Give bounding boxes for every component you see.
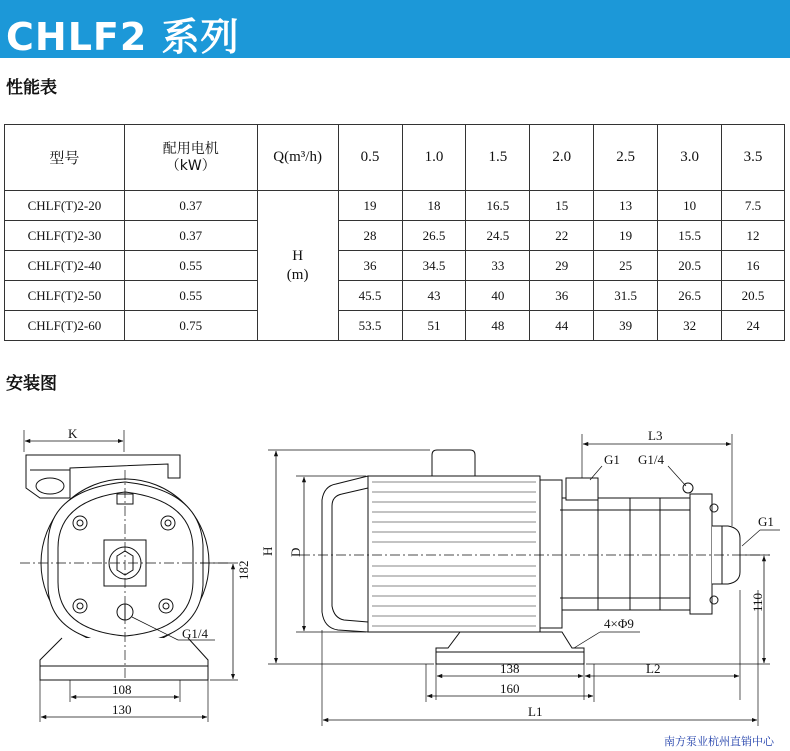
- head-value-cell: 36: [338, 251, 402, 281]
- dim-108-label: 108: [112, 682, 132, 697]
- head-value-cell: 33: [466, 251, 530, 281]
- dim-182-label: 182: [236, 560, 251, 580]
- flow-value: 3.5: [722, 125, 785, 191]
- head-value-cell: 20.5: [722, 281, 785, 311]
- page-title: CHLF2 系列: [6, 15, 240, 59]
- col-header-motor-line2: （kW）: [165, 157, 216, 174]
- head-value-cell: 51: [402, 311, 466, 341]
- head-value-cell: 15: [530, 191, 594, 221]
- flow-value: 1.5: [466, 125, 530, 191]
- head-value-cell: 34.5: [402, 251, 466, 281]
- head-value-cell: 36: [530, 281, 594, 311]
- head-value-cell: 48: [466, 311, 530, 341]
- mounting-holes-label: 4×Φ9: [604, 616, 634, 631]
- dim-110-label: 110: [750, 592, 765, 612]
- installation-drawing: [0, 400, 790, 735]
- head-label-cell: [257, 191, 338, 341]
- port-g14-left-label: G1/4: [182, 626, 208, 641]
- power-cell: 0.55: [124, 251, 257, 281]
- pump-side-view: [300, 450, 770, 664]
- port-g1-top-label: G1: [604, 452, 620, 467]
- dim-l1-label: L1: [528, 704, 543, 719]
- dim-l3-label: L3: [648, 428, 663, 443]
- power-cell: 0.55: [124, 281, 257, 311]
- flow-value: 2.0: [530, 125, 594, 191]
- head-value-cell: 39: [594, 311, 658, 341]
- dim-d-label: D: [288, 547, 303, 557]
- dim-160-label: 160: [500, 681, 520, 696]
- col-header-model: 型号: [5, 125, 125, 191]
- head-value-cell: 19: [594, 221, 658, 251]
- head-value-cell: 20.5: [658, 251, 722, 281]
- power-cell: 0.37: [124, 191, 257, 221]
- head-value-cell: 53.5: [338, 311, 402, 341]
- flow-value: 0.5: [338, 125, 402, 191]
- head-value-cell: 31.5: [594, 281, 658, 311]
- col-header-motor-line1: 配用电机: [162, 140, 219, 157]
- flow-value: 3.0: [658, 125, 722, 191]
- head-value-cell: 40: [466, 281, 530, 311]
- pump-end-view: [20, 455, 230, 680]
- model-cell: CHLF(T)2-20: [5, 191, 125, 221]
- installation-section-title: 安装图: [6, 374, 57, 394]
- table-row: [5, 281, 785, 311]
- col-header-motor: [124, 125, 257, 191]
- head-label-line1: H: [292, 247, 304, 264]
- table-row: [5, 251, 785, 281]
- model-cell: CHLF(T)2-40: [5, 251, 125, 281]
- head-value-cell: 10: [658, 191, 722, 221]
- footer-watermark: 南方泵业杭州直销中心: [664, 735, 774, 748]
- dim-k-label: K: [68, 426, 78, 441]
- head-value-cell: 28: [338, 221, 402, 251]
- dim-138-label: 138: [500, 661, 520, 676]
- head-value-cell: 25: [594, 251, 658, 281]
- head-value-cell: 26.5: [402, 221, 466, 251]
- head-value-cell: 32: [658, 311, 722, 341]
- table-row: [5, 221, 785, 251]
- head-value-cell: 22: [530, 221, 594, 251]
- head-value-cell: 26.5: [658, 281, 722, 311]
- head-value-cell: 44: [530, 311, 594, 341]
- head-value-cell: 16: [722, 251, 785, 281]
- table-row: [5, 311, 785, 341]
- performance-section-title: 性能表: [6, 78, 57, 98]
- flow-value: 1.0: [402, 125, 466, 191]
- head-value-cell: 43: [402, 281, 466, 311]
- header-banner: [0, 0, 790, 58]
- model-cell: CHLF(T)2-30: [5, 221, 125, 251]
- port-g1-right-label: G1: [758, 514, 774, 529]
- head-value-cell: 45.5: [338, 281, 402, 311]
- model-cell: CHLF(T)2-60: [5, 311, 125, 341]
- dim-h-label: H: [260, 546, 275, 556]
- head-value-cell: 7.5: [722, 191, 785, 221]
- power-cell: 0.75: [124, 311, 257, 341]
- head-value-cell: 15.5: [658, 221, 722, 251]
- table-row: [5, 191, 785, 221]
- head-value-cell: 24.5: [466, 221, 530, 251]
- col-header-flow: Q(m³/h): [257, 125, 338, 191]
- head-value-cell: 12: [722, 221, 785, 251]
- head-label-line2: (m): [286, 266, 309, 283]
- model-cell: CHLF(T)2-50: [5, 281, 125, 311]
- performance-table: [4, 124, 785, 341]
- port-g14-top-label: G1/4: [638, 452, 664, 467]
- table-header-row: [5, 125, 785, 191]
- power-cell: 0.37: [124, 221, 257, 251]
- flow-value: 2.5: [594, 125, 658, 191]
- head-value-cell: 18: [402, 191, 466, 221]
- head-value-cell: 24: [722, 311, 785, 341]
- dim-l2-label: L2: [646, 661, 661, 676]
- head-value-cell: 19: [338, 191, 402, 221]
- head-value-cell: 29: [530, 251, 594, 281]
- dim-130-label: 130: [112, 702, 132, 717]
- head-value-cell: 16.5: [466, 191, 530, 221]
- head-value-cell: 13: [594, 191, 658, 221]
